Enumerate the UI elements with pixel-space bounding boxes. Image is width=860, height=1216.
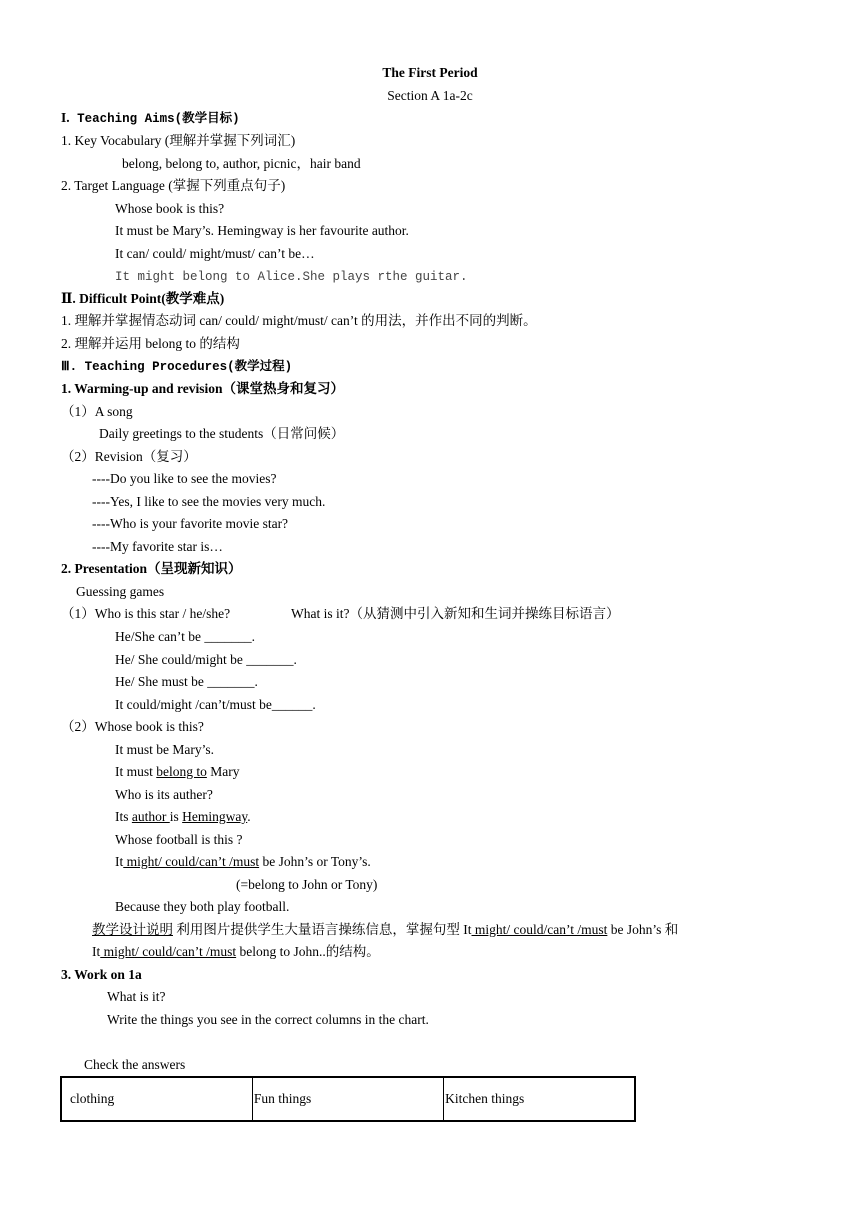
aims-heading-text: Teaching Aims(教学目标) <box>69 112 240 126</box>
page-subtitle: Section A 1a-2c <box>387 88 473 103</box>
design-modals: might/ could/can’t /must <box>100 944 237 959</box>
sentence-part: It must <box>115 764 157 779</box>
sentence-auther: Who is its auther? <box>115 787 213 802</box>
warmup-song: （1）A song <box>61 404 133 419</box>
warmup-revision: （2）Revision（复习） <box>61 449 197 464</box>
dialog-line: ----Who is your favorite movie star? <box>92 516 289 531</box>
blank-sentence: He/ She must be _______. <box>115 674 258 689</box>
warmup-greeting: Daily greetings to the students（日常问候） <box>99 426 345 441</box>
design-note-2 <box>92 943 380 961</box>
design-note <box>92 921 678 939</box>
sentence-because: Because they both play football. <box>115 899 290 914</box>
hemingway-underlined: Hemingway <box>182 809 248 824</box>
dialog-line: ----My favorite star is… <box>92 539 223 554</box>
sentence-mary: It must be Mary’s. <box>115 742 214 757</box>
sentence-modals <box>115 853 371 871</box>
target-sentence: It can/ could/ might/must/ can’t be… <box>115 246 315 261</box>
question-one-b: What is it?（从猜测中引入新知和生词并操练目标语言） <box>291 606 620 621</box>
difficult-point: 1. 理解并掌握情态动词 can/ could/ might/must/ can’t 的用法，并作出不同的判断。 <box>61 313 537 328</box>
sentence-part: Mary <box>206 764 240 779</box>
page-title: The First Period <box>382 65 478 80</box>
difficult-point: 2. 理解并运用 belong to 的结构 <box>61 336 240 351</box>
sentence-belong <box>115 763 240 781</box>
check-answers: Check the answers <box>84 1057 186 1072</box>
sentence-football: Whose football is this ? <box>115 832 243 847</box>
table-row <box>61 1077 635 1121</box>
table-cell-fun-things: Fun things <box>252 1077 443 1121</box>
work-instructions: Write the things you see in the correct columns in the chart. <box>107 1012 429 1027</box>
difficult-heading: Ⅱ. Difficult Point(教学难点) <box>61 291 225 306</box>
sentence-part: . <box>247 809 251 824</box>
sentence-part: is <box>169 809 183 824</box>
sentence-part: It <box>115 854 124 869</box>
question-two: （2）Whose book is this? <box>61 719 204 734</box>
blank-sentence: He/ She could/might be _______. <box>115 652 297 667</box>
table-cell-clothing: clothing <box>61 1077 252 1121</box>
work-what: What is it? <box>107 989 166 1004</box>
blank-sentence: It could/might /can’t/must be______. <box>115 697 316 712</box>
sentence-equals: (=belong to John or Tony) <box>236 877 378 892</box>
procedures-heading: Ⅲ. Teaching Procedures(教学过程) <box>61 360 293 374</box>
target-sentence: It must be Mary’s. Hemingway is her favourite author. <box>115 223 409 238</box>
guessing-games: Guessing games <box>76 584 165 599</box>
author-underlined: author <box>131 809 170 824</box>
target-label: 2. Target Language (掌握下列重点句子) <box>61 178 286 193</box>
warmup-heading: 1. Warming-up and revision（课堂热身和复习） <box>61 381 345 396</box>
belong-to-underlined: belong to <box>156 764 207 779</box>
question-one: （1）Who is this star / he/she? <box>61 606 231 621</box>
dialog-line: ----Yes, I like to see the movies very much. <box>92 494 326 509</box>
target-sentence: Whose book is this? <box>115 201 225 216</box>
blank-sentence: He/She can’t be _______. <box>115 629 255 644</box>
vocab-words: belong, belong to, author, picnic，hair band <box>122 156 361 171</box>
answer-table <box>60 1076 636 1122</box>
sentence-its-author <box>115 808 251 826</box>
design-modals: might/ could/can’t /must <box>471 922 608 937</box>
design-text: belong to John..的结构。 <box>236 944 380 959</box>
sentence-part: Its <box>115 809 132 824</box>
vocab-label: 1. Key Vocabulary (理解并掌握下列词汇) <box>61 133 296 148</box>
target-sentence: It might belong to Alice.She plays rthe guitar. <box>115 270 468 284</box>
design-text: 利用图片提供学生大量语言操练信息，掌握句型 It <box>173 922 472 937</box>
design-text: It <box>92 944 101 959</box>
sentence-part: be John’s or Tony’s. <box>259 854 371 869</box>
presentation-heading: 2. Presentation（呈现新知识） <box>61 561 242 576</box>
work-heading: 3. Work on 1a <box>61 967 142 982</box>
design-label: 教学设计说明 <box>92 922 173 937</box>
dialog-line: ----Do you like to see the movies? <box>92 471 277 486</box>
modals-underlined: might/ could/can’t /must <box>123 854 260 869</box>
table-cell-kitchen-things: Kitchen things <box>444 1077 635 1121</box>
design-text: be John’s 和 <box>607 922 679 937</box>
aims-heading <box>61 109 240 128</box>
aims-heading-num: I. <box>61 110 70 125</box>
